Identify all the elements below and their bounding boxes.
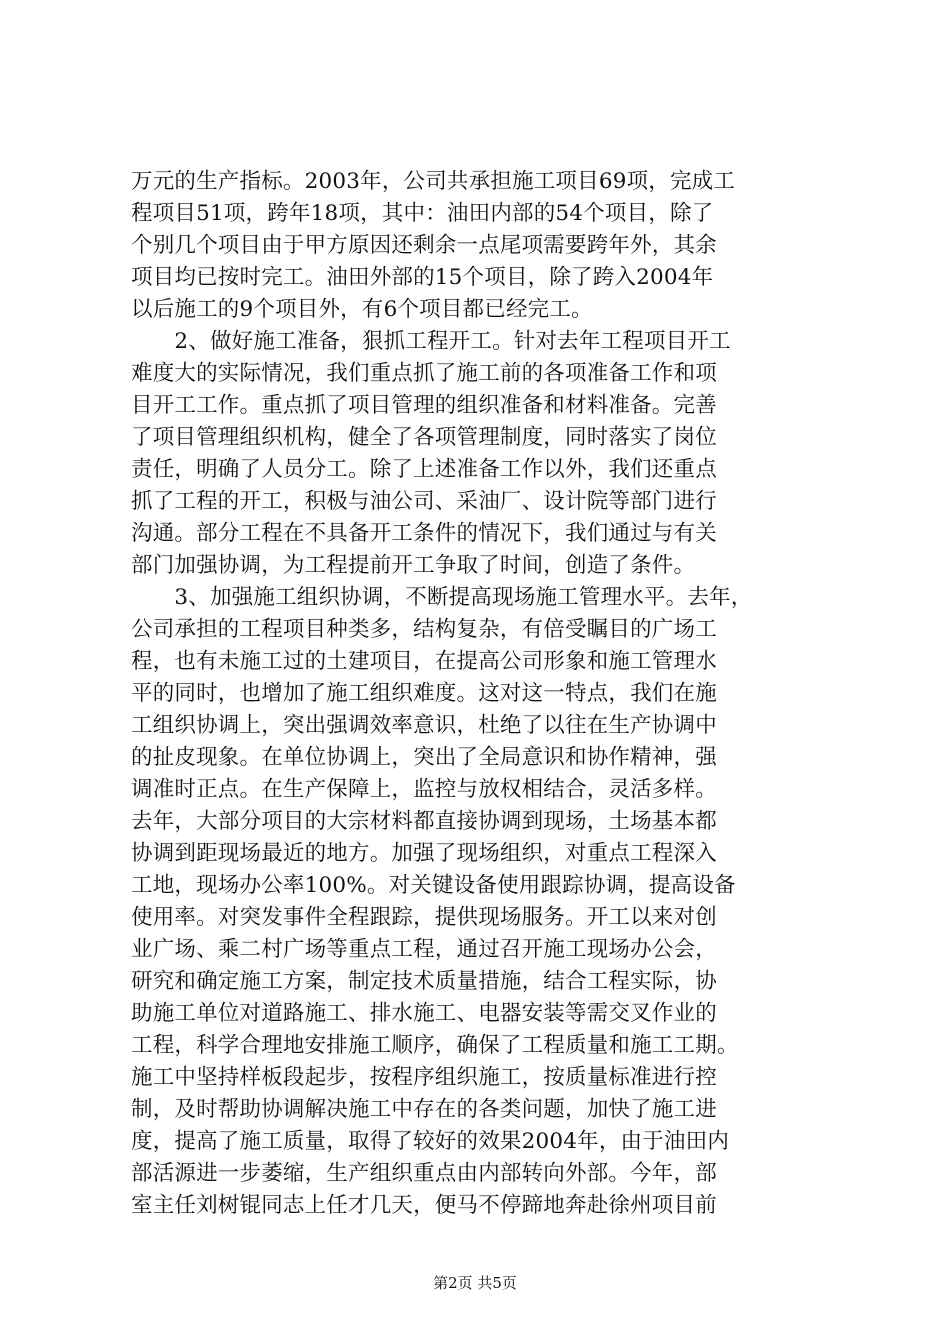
paragraph-1: 万元的生产指标。2003年，公司共承担施工项目69项，完成工 程项目51项，跨年18项，其中：油田内部的54个项目，除了 个别几个项目由于甲方原因还剩余一点尾项需要跨年外，其余 项目均已按时完工。油田外部的15个项目，除了跨入2004年 以后施工的9个项目外，有6个项目都已经完工。 xyxy=(131,169,736,322)
paragraph-2: 2、做好施工准备，狠抓工程开工。针对去年工程项目开工 难度大的实际情况，我们重点抓了施工前的各项准备工作和项 目开工工作。重点抓了项目管理的组织准备和材料准备。完善 了项目管理组织机构，健全了各项管理制度，同时落实了岗位 责任，明确了人员分工。除了上述准备工作以外，我们还重点 抓了工程的开工，积极与油公司、采油厂、设计院等部门进行 沟通。部分工程在不具备开工条件的情况下，我们通过与有关 部门加强协调，为工程提前开工争取了时间，创造了条件。 xyxy=(131,329,731,578)
page-footer xyxy=(0,1272,950,1293)
page-number: 第2页 共5页 xyxy=(433,1274,517,1292)
paragraph-3: 3、加强施工组织协调，不断提高现场施工管理水平。去年， 公司承担的工程项目种类多，结构复杂，有倍受瞩目的广场工 程，也有未施工过的土建项目，在提高公司形象和施工管理水 平的同时，也增加了施工组织难度。这对这一特点，我们在施 工组织协调上，突出强调效率意识，杜绝了以往在生产协调中 的扯皮现象。在单位协调上，突出了全局意识和协作精神，强 调准时正点。在生产保障上，监控与放权相结合，灵活多样。 去年，大部分项目的大宗材料都直接协调到现场，土场基本都 协调到距现场最近的地方。加强了现场组织，对重点工程深入 工地，现场办公率100%。对关键设备使用跟踪协调，提高设备 使用率。对突发事件全程跟踪，提供现场服务。开工以来对创 业广场、乘二村广场等重点工程，通过召开施工现场办公会， 研究和确定施工方案，制定技术质量措施，结合工程实际，协 助施工单位对道路施工、排水施工、电器安装等需交叉作业的 工程，科学合理地安排施工顺序，确保了工程质量和施工工期。 施工中坚持样板段起步，按程序组织施工，按质量标准进行控 制，及时帮助协调解决施工中存在的各类问题，加快了施工进 度，提高了施工质量，取得了较好的效果2004年，由于油田内 部活源进一步萎缩，生产组织重点由内部转向外部。今年，部 室主任刘树锟同志上任才几天，便马不停蹄地奔赴徐州项目前 xyxy=(131,585,753,1218)
document-body xyxy=(131,166,831,1222)
